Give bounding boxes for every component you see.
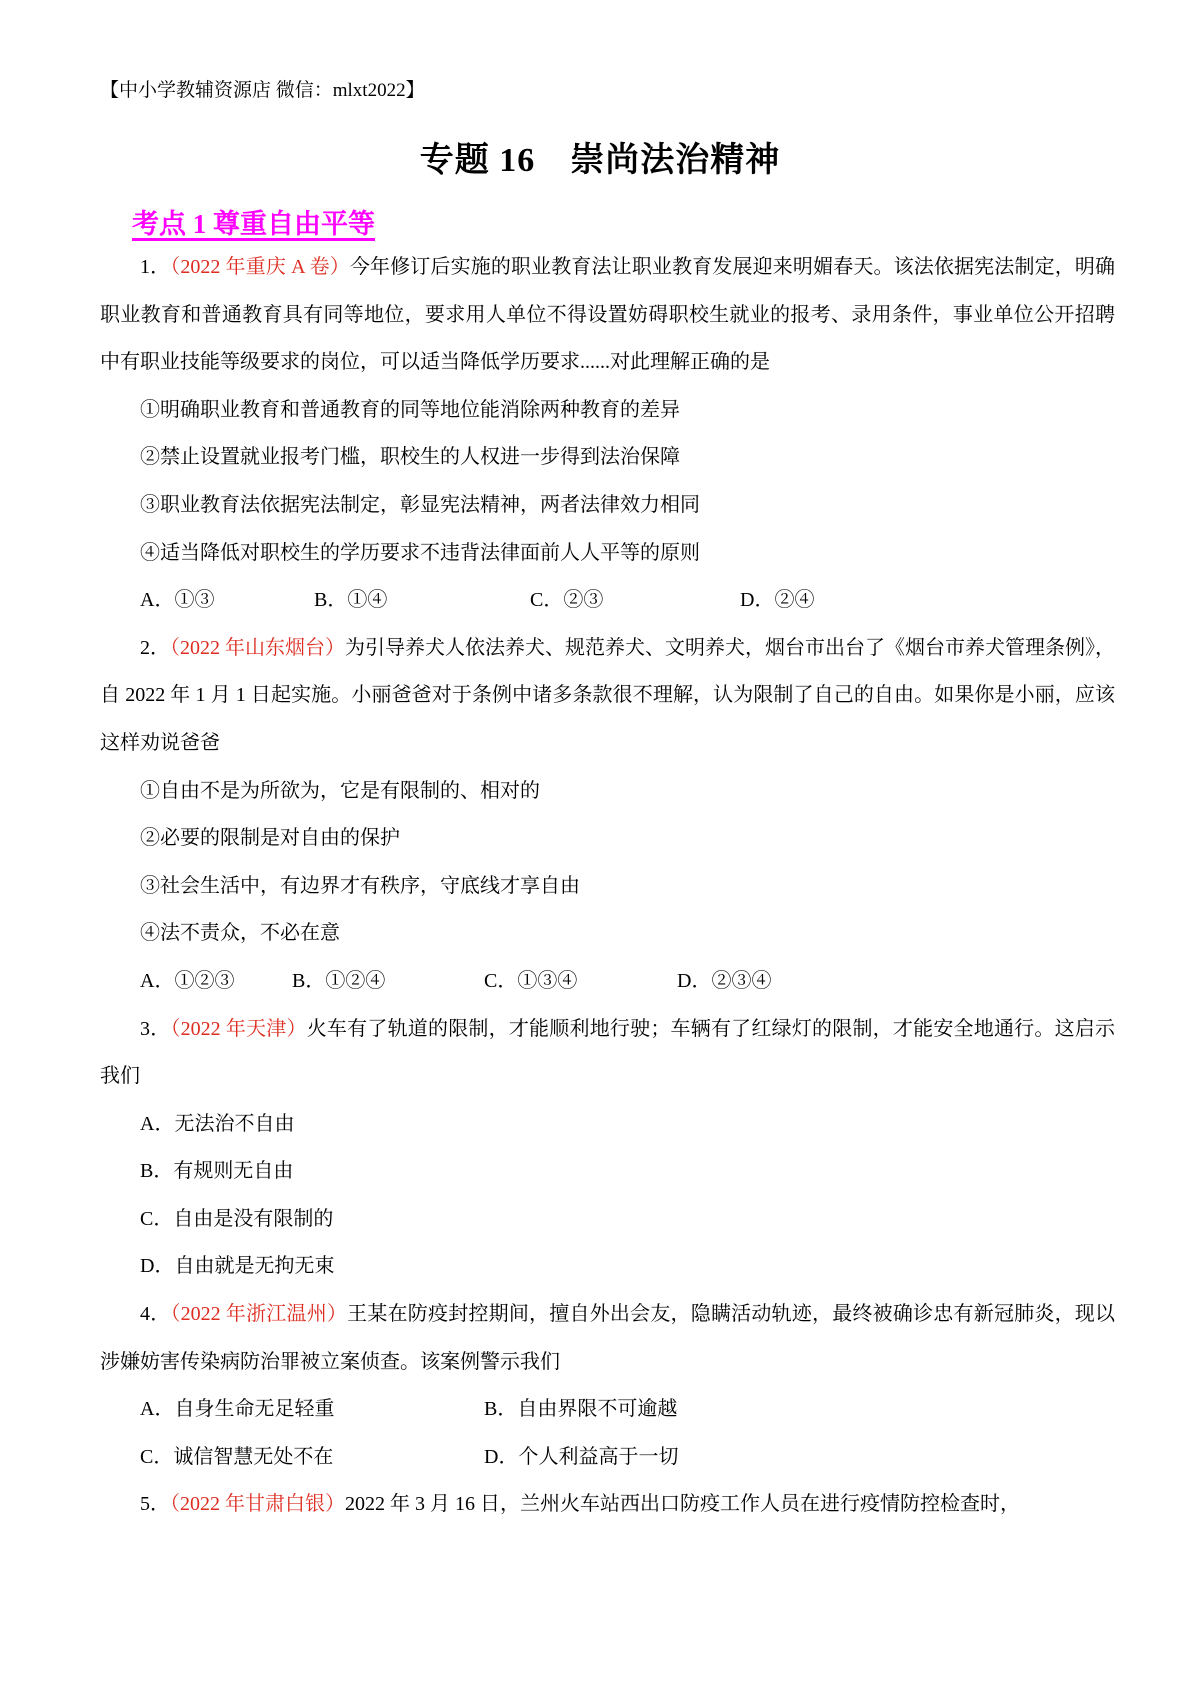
section-heading [132,204,1115,244]
question-1-number: 1． [140,256,171,278]
document-title: 专题 16 崇尚法治精神 [419,142,781,179]
question-4-number: 4． [140,1303,171,1326]
question-3-source: （2022 年天津） [170,1017,307,1040]
question-3-option-c: C．自由是没有限制的 [140,1207,334,1230]
question-2-item-1: ①自由不是为所欲为，它是有限制的、相对的 [140,779,540,802]
question-1-option-d: D．②④ [740,589,815,612]
question-2-item-3: ③社会生活中，有边界才有秩序，守底线才享自由 [140,874,580,897]
question-5-stem [100,1481,1115,1529]
question-1-option-b: B．①④ [314,589,388,612]
question-2-options-row [100,958,1115,1006]
question-1-stem [100,244,1115,387]
store-watermark-header: 【中小学教辅资源店 微信：mlxt2022】 [100,80,425,101]
question-1-item-3: ③职业教育法依据宪法制定，彰显宪法精神，两者法律效力相同 [140,493,700,516]
question-5-stem-text: 2022 年 3 月 16 日，兰州火车站西出口防疫工作人员在进行疫情防控检查时， [345,1493,1020,1516]
question-1-option-c: C．②③ [530,589,604,612]
question-1-option-a: A．①③ [140,589,215,612]
question-3-number: 3． [140,1017,171,1040]
question-5-source: （2022 年甘肃白银） [170,1493,345,1516]
question-3-option-a: A．无法治不自由 [140,1112,295,1135]
question-2-option-b: B．①②④ [292,969,386,992]
question-1-item-1: ①明确职业教育和普通教育的同等地位能消除两种教育的差异 [140,398,680,421]
question-4-stem [100,1291,1115,1386]
question-4-option-a: A．自身生命无足轻重 [140,1398,335,1421]
question-4-options-row-2 [100,1434,1115,1482]
question-2-option-c: C．①③④ [484,969,578,992]
question-5-number: 5． [140,1493,170,1516]
question-4-option-c: C．诚信智慧无处不在 [140,1445,334,1468]
question-2-number: 2． [140,636,170,659]
question-2-item-2: ②必要的限制是对自由的保护 [140,827,400,850]
question-1-item-4: ④适当降低对职校生的学历要求不违背法律面前人人平等的原则 [140,541,700,564]
question-4-options-row-1 [100,1386,1115,1434]
question-4-option-d: D．个人利益高于一切 [484,1445,679,1468]
section-heading-text: 考点 1 尊重自由平等 [132,209,375,239]
question-2-option-d: D．②③④ [677,969,772,992]
question-2-stem-text: 为引导养犬人依法养犬、规范养犬、文明养犬，烟台市出台了《烟台市养犬管理条例》，自 2022 年 1 月 1 日起实施。小丽爸爸对于条例中诸多条款很不理解，认为限制了自己的自由。如果你是小丽，应该这样劝说爸爸 [100,636,1115,754]
question-4-stem-text: 王某在防疫封控期间，擅自外出会友，隐瞒活动轨迹，最终被确诊忠有新冠肺炎，现以涉嫌妨害传染病防治罪被立案侦查。该案例警示我们 [100,1303,1116,1373]
question-2-option-a: A．①②③ [140,969,235,992]
question-3-option-b: B．有规则无自由 [140,1160,294,1183]
question-2-stem [100,625,1115,768]
question-1-options-row [100,577,1115,625]
question-2-source: （2022 年山东烟台） [170,636,345,659]
question-4-source: （2022 年浙江温州） [170,1303,348,1326]
question-1-stem-text: 今年修订后实施的职业教育法让职业教育发展迎来明媚春天。该法依据宪法制定，明确职业教育和普通教育具有同等地位，要求用人单位不得设置妨碍职校生就业的报考、录用条件，事业单位公开招聘中有职业技能等级要求的岗位，可以适当降低学历要求......对此理解正确的是 [100,256,1116,374]
question-3-stem-text: 火车有了轨道的限制，才能顺利地行驶；车辆有了红绿灯的限制，才能安全地通行。这启示我们 [100,1017,1116,1088]
question-2-item-4: ④法不责众，不必在意 [140,922,340,945]
question-3-option-d: D．自由就是无拘无束 [140,1255,335,1278]
question-1-source: （2022 年重庆 A 卷） [170,256,350,278]
question-3-stem [100,1006,1115,1101]
question-1-item-2: ②禁止设置就业报考门槛，职校生的人权进一步得到法治保障 [140,446,680,469]
question-4-option-b: B．自由界限不可逾越 [484,1398,678,1421]
